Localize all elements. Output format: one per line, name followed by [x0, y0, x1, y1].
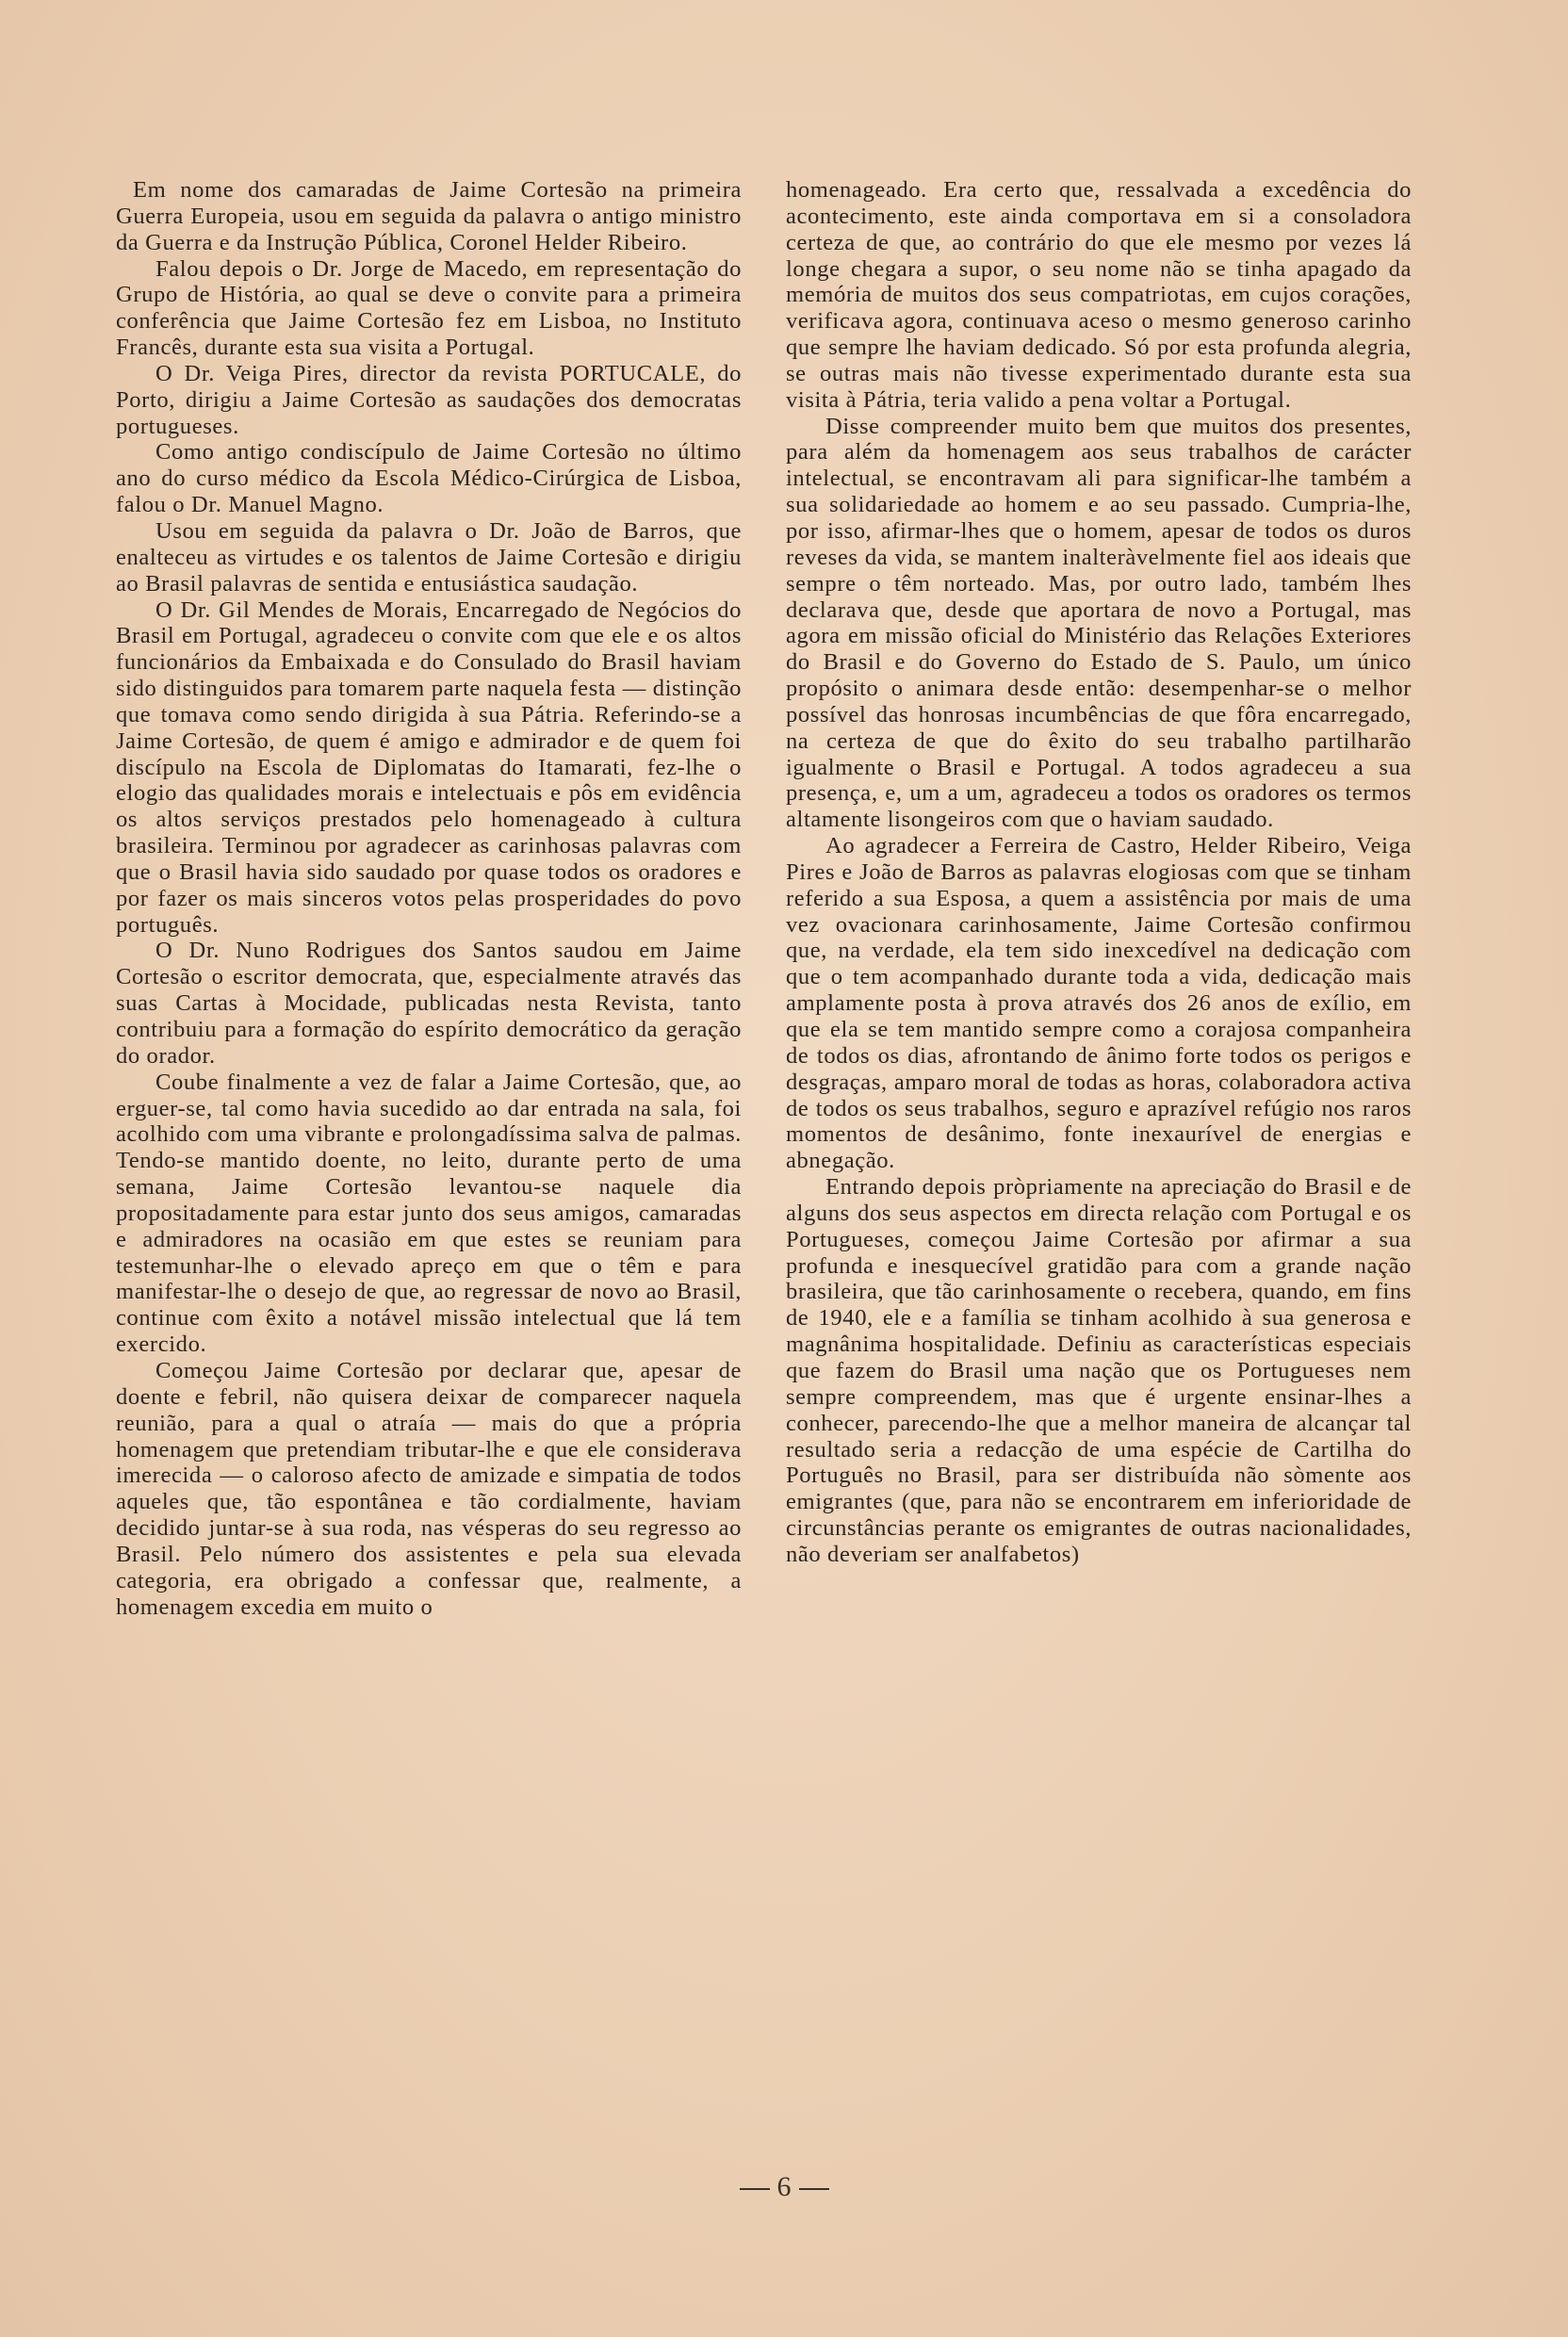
- page-number: [0, 2171, 1568, 2203]
- paragraph: Ao agradecer a Ferreira de Castro, Helder Ribeiro, Veiga Pires e João de Barros as palavras elogiosas com que se tinham referido a sua Esposa, a quem a assistência por mais de uma vez ovacionara carinhosamente, Jaime Cortesão confirmou que, na verdade, ela tem sido inexcedível na dedicação com que o tem acompanhado durante toda a vida, dedicação mais amplamente posta à prova através dos 26 anos de exílio, em que ela se tem mantido sempre como a corajosa companheira de todos os dias, afrontando de ânimo forte todos os perigos e desgraças, amparo moral de todas as horas, colaboradora activa de todos os seus trabalhos, seguro e aprazível refúgio nos raros momentos de desânimo, fonte inexaurível de energias e abnegação.: [786, 833, 1412, 1174]
- paragraph: Em nome dos camaradas de Jaime Cortesão na primeira Guerra Europeia, usou em seguida da palavra o antigo ministro da Guerra e da Instrução Pública, Coronel Helder Ribeiro.: [116, 177, 742, 255]
- paragraph: Usou em seguida da palavra o Dr. João de Barros, que enalteceu as virtudes e os talentos de Jaime Cortesão e dirigiu ao Brasil palavras de sentida e entusiástica saudação.: [116, 517, 742, 597]
- right-column: [786, 177, 1412, 1568]
- paragraph: Falou depois o Dr. Jorge de Macedo, em representação do Grupo de História, ao qual se deve o convite para a primeira conferência que Jaime Cortesão fez em Lisboa, no Instituto Francês, durante esta sua visita a Portugal.: [116, 255, 742, 361]
- paragraph: homenageado. Era certo que, ressalvada a excedência do acontecimento, este ainda comportava em si a consoladora certeza de que, ao contrário do que ele mesmo por vezes lá longe chegara a supor, o seu nome não se tinha apagado da memória de muitos dos seus compatriotas, em cujos corações, verificava agora, continuava aceso o mesmo generoso carinho que sempre lhe haviam dedicado. Só por esta profunda alegria, se outras mais não tivesse experimentado durante esta sua visita à Pátria, teria valido a pena voltar a Portugal.: [786, 177, 1412, 413]
- paragraph: Coube finalmente a vez de falar a Jaime Cortesão, que, ao erguer-se, tal como havia sucedido ao dar entrada na sala, foi acolhido com uma vibrante e prolongadíssima salva de palmas. Tendo-se mantido doente, no leito, durante perto de uma semana, Jaime Cortesão levantou-se naquele dia propositadamente para estar junto dos seus amigos, camaradas e admiradores na ocasião em que estes se reuniam para testemunhar-lhe o elevado apreço em que o têm e para manifestar-lhe o desejo de que, ao regressar de novo ao Brasil, continue com êxito a notável missão intelectual que lá tem exercido.: [116, 1069, 742, 1358]
- paragraph: O Dr. Nuno Rodrigues dos Santos saudou em Jaime Cortesão o escritor democrata, que, especialmente através das suas Cartas à Mocidade, publicadas nesta Revista, tanto contribuiu para a formação do espírito democrático da geração do orador.: [116, 938, 742, 1069]
- paragraph: Como antigo condiscípulo de Jaime Cortesão no último ano do curso médico da Escola Médico-Cirúrgica de Lisboa, falou o Dr. Manuel Magno.: [116, 439, 742, 518]
- paragraph: O Dr. Gil Mendes de Morais, Encarregado de Negócios do Brasil em Portugal, agradeceu o convite com que ele e os altos funcionários da Embaixada e do Consulado do Brasil haviam sido distinguidos para tomarem parte naquela festa — distinção que tomava como sendo dirigida à sua Pátria. Referindo-se a Jaime Cortesão, de quem é amigo e admirador e de quem foi discípulo na Escola de Diplomatas do Itamarati, fez-lhe o elogio das qualidades morais e intelectuais e pôs em evidência os altos serviços prestados pelo homenageado à cultura brasileira. Terminou por agradecer as carinhosas palavras com que o Brasil havia sido saudado por quase todos os oradores e por fazer os mais sinceros votos pelas prosperidades do povo português.: [116, 597, 742, 938]
- left-column: [116, 177, 742, 1620]
- paragraph: O Dr. Veiga Pires, director da revista PORTUCALE, do Porto, dirigiu a Jaime Cortesão as saudações dos democratas portugueses.: [116, 360, 742, 439]
- dash-decoration: [740, 2188, 770, 2190]
- paragraph: Disse compreender muito bem que muitos dos presentes, para além da homenagem aos seus trabalhos de carácter intelectual, se encontravam ali para significar-lhe também a sua solidariedade ao homem e ao seu passado. Cumpria-lhe, por isso, afirmar-lhes que o homem, apesar de todos os duros reveses da vida, se mantem inalteràvelmente fiel aos ideais que sempre o têm norteado. Mas, por outro lado, também lhes declarava que, desde que aportara de novo a Portugal, mas agora em missão oficial do Ministério das Relações Exteriores do Brasil e do Governo do Estado de S. Paulo, um único propósito o animara desde então: desempenhar-se o melhor possível das honrosas incumbências de que fôra encarregado, na certeza de que do êxito do seu trabalho partilharão igualmente o Brasil e Portugal. A todos agradeceu a sua presença, e, um a um, agradeceu a todos os oradores os termos altamente lisongeiros com que o haviam saudado.: [786, 413, 1412, 833]
- page-number-value: 6: [776, 2171, 792, 2202]
- dash-decoration: [799, 2188, 829, 2190]
- paragraph: Começou Jaime Cortesão por declarar que, apesar de doente e febril, não quisera deixar de comparecer naquela reunião, para a qual o atraía — mais do que a própria homenagem que pretendiam tributar-lhe e que ele considerava imerecida — o caloroso afecto de amizade e simpatia de todos aqueles que, tão espontânea e tão cordialmente, haviam decidido juntar-se à sua roda, nas vésperas do seu regresso ao Brasil. Pelo número dos assistentes e pela sua elevada categoria, era obrigado a confessar que, realmente, a homenagem excedia em muito o: [116, 1357, 742, 1620]
- paragraph: Entrando depois pròpriamente na apreciação do Brasil e de alguns dos seus aspectos em directa relação com Portugal e os Portugueses, começou Jaime Cortesão por afirmar a sua profunda e inesquecível gratidão para com a grande nação brasileira, que tão carinhosamente o recebera, quando, em fins de 1940, ele e a família se tinham acolhido à sua generosa e magnânima hospitalidade. Definiu as características especiais que fazem do Brasil uma nação que os Portugueses nem sempre compreendem, mas que é urgente ensinar-lhes a conhecer, parecendo-lhe que a melhor maneira de alcançar tal resultado seria a redacção de uma espécie de Cartilha do Português no Brasil, para ser distribuída não sòmente aos emigrantes (que, para não se encontrarem em inferioridade de circunstâncias perante os emigrantes de outras nacionalidades, não deveriam ser analfabetos): [786, 1174, 1412, 1567]
